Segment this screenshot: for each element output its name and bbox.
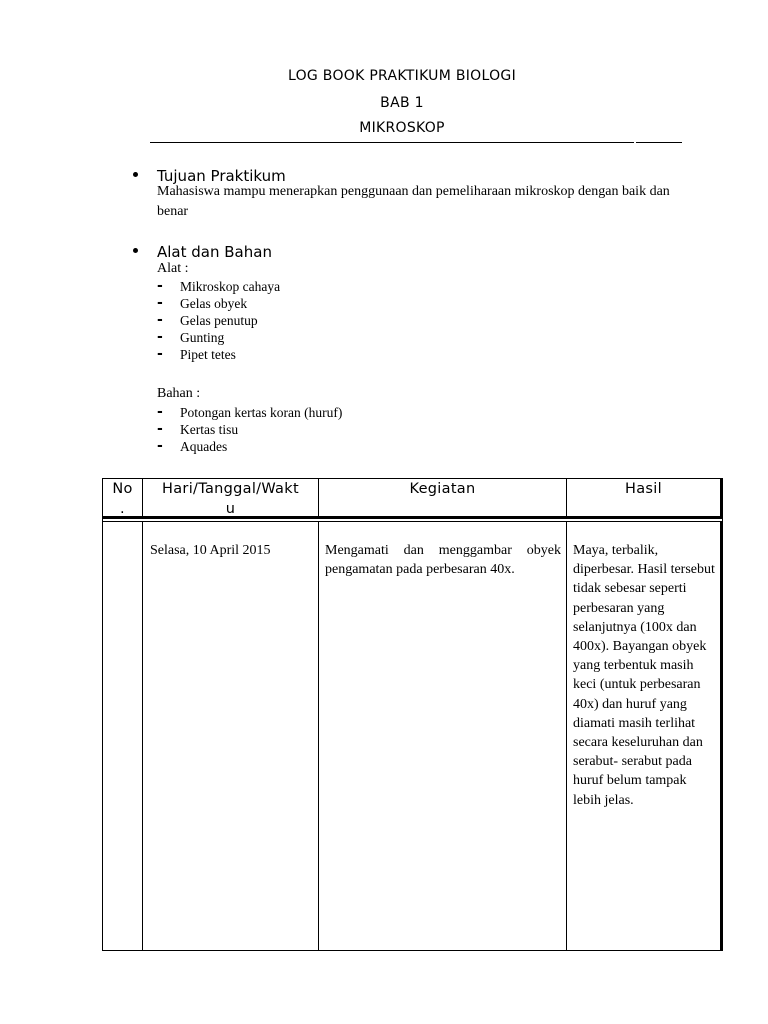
bullet-icon bbox=[133, 172, 138, 177]
header-no: No . bbox=[112, 481, 133, 517]
bahan-label: Bahan : bbox=[157, 386, 201, 401]
header-hari: Hari/Tanggal/Wakt u bbox=[162, 481, 299, 517]
column-divider bbox=[566, 479, 567, 950]
dash-icon: - bbox=[157, 278, 163, 294]
section-heading: Alat dan Bahan bbox=[157, 243, 272, 261]
dash-icon: - bbox=[157, 438, 163, 454]
header-kegiatan: Kegiatan bbox=[409, 481, 476, 497]
bullet-icon bbox=[133, 248, 138, 253]
alat-label: Alat : bbox=[157, 261, 189, 276]
dash-icon: - bbox=[157, 421, 163, 437]
cell-kegiatan: Mengamati dan menggambar obyek pengamatan pada perbesaran 40x. bbox=[325, 543, 561, 578]
cell-hasil: Maya, terbalik, diperbesar. Hasil tersebut tidak sebesar seperti perbesaran yang selanjutnya (100x dan 400x). Bayangan obyek yang terbentuk masih keci (untuk perbesaran 40x) dan huruf yang diamati masih terlihat secara keseluruhan dan serabut- serabut pada huruf belum tampak lebih jelas. bbox=[573, 543, 715, 808]
document-title: LOG BOOK PRAKTIKUM BIOLOGI bbox=[287, 68, 517, 84]
title-underline bbox=[150, 142, 634, 143]
log-table bbox=[102, 478, 723, 951]
header-separator bbox=[103, 521, 722, 522]
column-divider bbox=[720, 479, 722, 950]
section-heading: Tujuan Praktikum bbox=[157, 167, 286, 185]
cell-hari: Selasa, 10 April 2015 bbox=[150, 543, 271, 558]
dash-icon: - bbox=[157, 404, 163, 420]
header-hasil: Hasil bbox=[625, 481, 662, 497]
chapter-title: MIKROSKOP bbox=[359, 120, 445, 136]
column-divider bbox=[142, 479, 143, 950]
dash-icon: - bbox=[157, 295, 163, 311]
chapter-label: BAB 1 bbox=[380, 95, 424, 111]
tujuan-text: Mahasiswa mampu menerapkan penggunaan dan pemeliharaan mikroskop dengan baik dan benar bbox=[157, 184, 670, 219]
column-divider bbox=[318, 479, 319, 950]
dash-icon: - bbox=[157, 346, 163, 362]
dash-icon: - bbox=[157, 312, 163, 328]
title-underline-extension bbox=[636, 142, 682, 143]
dash-icon: - bbox=[157, 329, 163, 345]
